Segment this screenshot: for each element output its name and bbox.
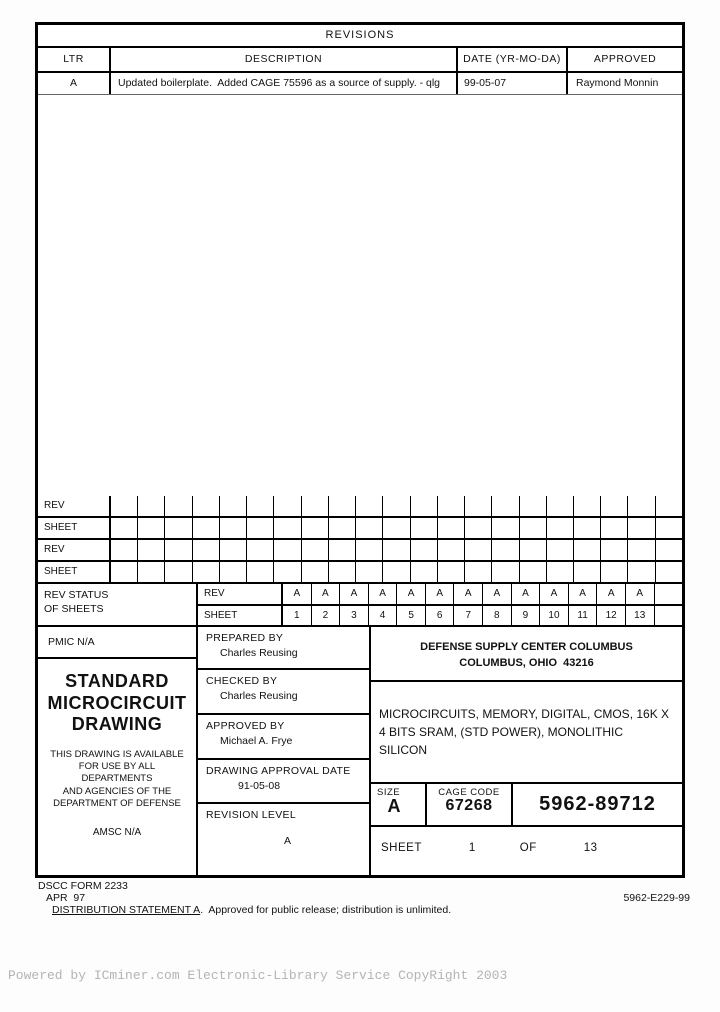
rev-status-label-line1: REV STATUS [44,589,109,601]
grid-cell [193,496,220,516]
revisions-header-date: DATE (YR-MO-DA) [458,48,568,71]
grid-cell [574,496,601,516]
grid-cell [383,562,410,582]
rev-status-sheet-cell: 3 [340,606,369,626]
grid-cell [165,496,192,516]
rev-status-sheet-cell: 8 [483,606,512,626]
grid-cell [574,540,601,560]
sheet-of-label: OF [519,842,537,854]
grid-row-label: REV [38,540,111,560]
form-date: APR 97 [46,892,86,904]
grid-row-label: REV [38,496,111,516]
rev-status-sheet-cell: 7 [454,606,483,626]
title-block-signatures [198,627,371,875]
grid-row-label: SHEET [38,518,111,538]
grid-cell [547,518,574,538]
grid-cell [247,540,274,560]
availability-line: DEPARTMENT OF DEFENSE [53,798,181,810]
grid-cell [383,540,410,560]
rev-status-sheet-cell: 2 [312,606,341,626]
grid-cell [329,518,356,538]
grid-cell [165,540,192,560]
revision-level-cell [198,804,369,875]
rev-status-sheet-label: SHEET [198,606,283,626]
availability-line: AND AGENCIES OF THE [62,785,172,797]
distribution-statement [52,904,451,916]
grid-cell [274,562,301,582]
grid-cell [465,540,492,560]
grid-cell [302,540,329,560]
size-cage-number-row [371,784,682,827]
revisions-header-description: DESCRIPTION [111,48,458,71]
rev-status-rev-cell: A [597,584,626,604]
revisions-title: REVISIONS [38,25,682,48]
drawing-frame [35,22,685,878]
drawing-approval-date-cell [198,760,369,804]
rev-status-rev-cell: A [369,584,398,604]
checked-by-value: Charles Reusing [220,690,298,702]
grid-cell [138,496,165,516]
revisions-header-ltr: LTR [38,48,111,71]
cage-code-value: 67268 [445,797,493,814]
grid-cell [628,496,655,516]
grid-cell [356,540,383,560]
rev-status-sheet-cell: 1 [283,606,312,626]
availability-line: DEPARTMENTS [81,773,153,785]
rev-status-of-sheets [38,584,682,627]
grid-cell [492,518,519,538]
grid-cell [302,562,329,582]
revision-level-label: REVISION LEVEL [206,809,296,821]
grid-cell [411,562,438,582]
grid-cell [656,562,682,582]
grid-cell [274,540,301,560]
distribution-statement-text: . Approved for public release; distribution is unlimited. [200,904,452,916]
grid-cells [111,518,682,538]
checked-by-label: CHECKED BY [206,675,278,687]
grid-cell [438,496,465,516]
grid-cell [547,562,574,582]
revision-approved-by: Raymond Monnin [576,77,659,89]
grid-row-label: SHEET [38,562,111,582]
drawing-approval-date-value: 91-05-08 [238,780,281,792]
rev-status-sheet-cell: 9 [512,606,541,626]
size-label: SIZE [377,787,401,798]
grid-cell [574,518,601,538]
device-title-cell [371,682,682,784]
grid-cell [628,562,655,582]
grid-cell [411,518,438,538]
cage-code-label: CAGE CODE [438,787,500,798]
grid-cells [111,496,682,516]
cage-code-cell [427,784,513,825]
rev-status-rev-cell: A [312,584,341,604]
grid-row-sheet-2 [38,562,682,584]
availability-line: FOR USE BY ALL [78,761,156,773]
device-title-text: MICROCIRCUITS, MEMORY, DIGITAL, CMOS, 16K X 4 BITS SRAM, (STD POWER), MONOLITHIC SILICON [379,707,670,757]
grid-row-rev-1 [38,496,682,518]
rev-status-sheet-cell [655,606,683,626]
rev-status-rev-cell: A [426,584,455,604]
grid-cell [111,562,138,582]
agency-name: DEFENSE SUPPLY CENTER COLUMBUS [420,641,633,653]
approved-by-label: APPROVED BY [206,720,285,732]
grid-cell [220,540,247,560]
grid-cell [520,562,547,582]
title-block-left [38,627,198,875]
revisions-header-approved: APPROVED [593,53,657,65]
rev-status-rev-cell [655,584,683,604]
grid-cell [329,562,356,582]
grid-cell [411,496,438,516]
grid-cell [302,518,329,538]
rev-status-rev-cell: A [483,584,512,604]
size-cell [371,784,427,825]
rev-status-rev-cell: A [512,584,541,604]
grid-cell [601,518,628,538]
availability-statement [38,749,196,811]
grid-cell [574,562,601,582]
prepared-by-cell [198,627,369,670]
rev-status-rev-cell: A [540,584,569,604]
revision-date: 99-05-07 [458,73,568,94]
prepared-by-label: PREPARED BY [206,632,284,644]
grid-cell [329,540,356,560]
grid-cell [247,518,274,538]
smd-title-line: STANDARD [65,671,169,691]
rev-status-rev-label: REV [198,584,283,604]
grid-cell [520,540,547,560]
rev-status-rev-row [198,584,682,606]
grid-cell [465,562,492,582]
grid-cell [356,496,383,516]
approved-by-value: Michael A. Frye [220,735,293,747]
grid-cell [547,540,574,560]
rev-status-rev-cell: A [397,584,426,604]
grid-cell [138,562,165,582]
grid-cell [165,518,192,538]
rev-status-rev-cell: A [454,584,483,604]
grid-row-rev-2 [38,540,682,562]
grid-cell [193,518,220,538]
grid-cell [302,496,329,516]
grid-cell [165,562,192,582]
grid-cell [274,496,301,516]
sheet-label: SHEET [381,842,422,854]
grid-cell [601,562,628,582]
rev-status-sheet-cell: 11 [569,606,598,626]
grid-cell [656,496,682,516]
grid-cell [220,562,247,582]
revisions-empty-area [38,95,682,496]
title-block-right [371,627,682,875]
grid-cell [329,496,356,516]
grid-cell [547,496,574,516]
rev-status-sheet-cell: 4 [369,606,398,626]
sheet-total: 13 [583,842,598,854]
drawing-approval-date-label: DRAWING APPROVAL DATE [206,765,351,777]
pmic-field: PMIC N/A [38,627,196,659]
grid-cell [438,518,465,538]
standard-microcircuit-drawing-box [38,659,196,875]
grid-cell [601,496,628,516]
grid-cell [220,518,247,538]
grid-cell [601,540,628,560]
grid-cell [492,562,519,582]
grid-cell [438,562,465,582]
grid-cell [111,518,138,538]
checked-by-cell [198,670,369,715]
drawing-number: 5962-89712 [539,793,656,815]
grid-cell [220,496,247,516]
revisions-header-row [38,48,682,73]
approved-by-cell [198,715,369,760]
grid-cell [138,540,165,560]
revision-description: Updated boilerplate. Added CAGE 75596 as a source of supply. - qlg [111,73,458,94]
smd-title-line: DRAWING [71,714,163,735]
rev-status-sheet-cell: 13 [626,606,655,626]
grid-cell [356,518,383,538]
revision-row-a [38,73,682,95]
grid-row-sheet-1 [38,518,682,540]
rev-status-rev-cell: A [283,584,312,604]
grid-cells [111,540,682,560]
grid-cell [247,496,274,516]
grid-cell [411,540,438,560]
grid-cells [111,562,682,582]
agency-location: COLUMBUS, OHIO 43216 [459,656,594,669]
prepared-by-value: Charles Reusing [220,647,298,659]
rev-status-rev-cell: A [340,584,369,604]
smd-title-line: MICROCIRCUIT [47,692,187,713]
distribution-statement-title: DISTRIBUTION STATEMENT A [52,904,201,916]
grid-cell [111,540,138,560]
rev-status-rev-cell: A [626,584,655,604]
rev-status-label [38,584,198,625]
grid-cell [656,540,682,560]
rev-status-sheet-row [198,606,682,626]
grid-cell [138,518,165,538]
grid-cell [520,496,547,516]
grid-cell [438,540,465,560]
revision-letter: A [38,73,111,94]
grid-cell [492,496,519,516]
grid-cell [193,540,220,560]
grid-cell [383,518,410,538]
grid-cell [193,562,220,582]
amsc-field: AMSC N/A [92,826,142,838]
rev-status-sheet-cell: 10 [540,606,569,626]
sheet-current: 1 [468,842,476,854]
grid-cell [492,540,519,560]
rev-status-label-line2: OF SHEETS [44,603,104,616]
grid-cell [274,518,301,538]
grid-cell [111,496,138,516]
rev-status-sheet-cell: 6 [426,606,455,626]
rev-status-rev-cell: A [569,584,598,604]
rev-status-rev-cells [283,584,682,604]
rev-status-grid [198,584,682,625]
rev-status-sheet-cell: 12 [597,606,626,626]
scan-service-watermark: Powered by ICminer.com Electronic-Library Service CopyRight 2003 [8,968,508,983]
sheet-number-row [371,827,682,875]
grid-cell [656,518,682,538]
grid-cell [465,518,492,538]
document-reference: 5962-E229-99 [623,892,690,904]
rev-status-sheet-cells [283,606,682,626]
grid-cell [383,496,410,516]
grid-cell [628,540,655,560]
grid-cell [520,518,547,538]
grid-cell [247,562,274,582]
availability-line: THIS DRAWING IS AVAILABLE [50,748,184,760]
form-number: DSCC FORM 2233 [38,880,128,892]
grid-cell [628,518,655,538]
rev-status-sheet-cell: 5 [397,606,426,626]
grid-cell [465,496,492,516]
size-value: A [387,796,401,816]
grid-cell [356,562,383,582]
agency-cell [371,627,682,682]
revision-level-value: A [283,835,291,847]
title-block [38,627,682,875]
